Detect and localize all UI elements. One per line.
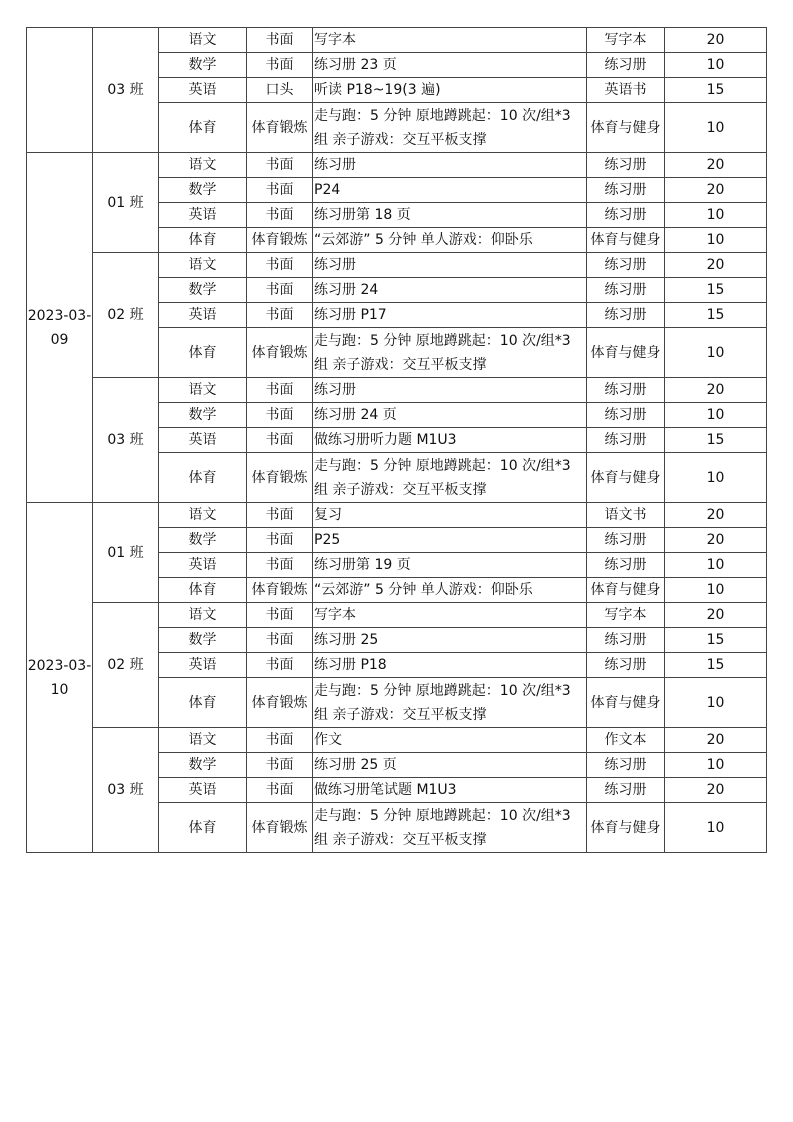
table-row bbox=[27, 603, 767, 628]
content-cell: 练习册 23 页 bbox=[313, 53, 587, 78]
content-cell: 练习册 25 页 bbox=[313, 753, 587, 778]
subject-cell: 语文 bbox=[159, 728, 247, 753]
material-cell: 练习册 bbox=[587, 378, 665, 403]
minutes-cell: 20 bbox=[665, 778, 767, 803]
table-row bbox=[27, 503, 767, 528]
content-cell: 练习册 24 页 bbox=[313, 403, 587, 428]
content-cell: 走与跑：5 分钟 原地蹲跳起：10 次/组*3 组 亲子游戏：交互平板支撑 bbox=[313, 328, 587, 378]
content-cell: 写字本 bbox=[313, 28, 587, 53]
subject-cell: 数学 bbox=[159, 278, 247, 303]
material-cell: 练习册 bbox=[587, 753, 665, 778]
minutes-cell: 10 bbox=[665, 53, 767, 78]
minutes-cell: 15 bbox=[665, 303, 767, 328]
subject-cell: 体育 bbox=[159, 803, 247, 853]
content-cell: 走与跑：5 分钟 原地蹲跳起：10 次/组*3 组 亲子游戏：交互平板支撑 bbox=[313, 453, 587, 503]
date-cell: 2023-03- 09 bbox=[27, 153, 93, 503]
material-cell: 作文本 bbox=[587, 728, 665, 753]
content-cell: 练习册 bbox=[313, 253, 587, 278]
type-cell: 书面 bbox=[247, 278, 313, 303]
type-cell: 书面 bbox=[247, 403, 313, 428]
material-cell: 写字本 bbox=[587, 603, 665, 628]
minutes-cell: 15 bbox=[665, 628, 767, 653]
content-cell: 练习册第 18 页 bbox=[313, 203, 587, 228]
table-row bbox=[27, 28, 767, 53]
minutes-cell: 10 bbox=[665, 403, 767, 428]
type-cell: 体育锻炼 bbox=[247, 228, 313, 253]
subject-cell: 语文 bbox=[159, 253, 247, 278]
content-cell: 作文 bbox=[313, 728, 587, 753]
class-cell: 02 班 bbox=[93, 603, 159, 728]
subject-cell: 体育 bbox=[159, 328, 247, 378]
minutes-cell: 10 bbox=[665, 753, 767, 778]
subject-cell: 数学 bbox=[159, 753, 247, 778]
subject-cell: 体育 bbox=[159, 228, 247, 253]
material-cell: 体育与健身 bbox=[587, 678, 665, 728]
content-cell: 练习册 25 bbox=[313, 628, 587, 653]
minutes-cell: 15 bbox=[665, 428, 767, 453]
material-cell: 练习册 bbox=[587, 528, 665, 553]
minutes-cell: 10 bbox=[665, 578, 767, 603]
subject-cell: 语文 bbox=[159, 603, 247, 628]
material-cell: 体育与健身 bbox=[587, 453, 665, 503]
subject-cell: 语文 bbox=[159, 153, 247, 178]
content-cell: 听读 P18~19(3 遍) bbox=[313, 78, 587, 103]
minutes-cell: 10 bbox=[665, 678, 767, 728]
minutes-cell: 10 bbox=[665, 803, 767, 853]
minutes-cell: 20 bbox=[665, 603, 767, 628]
content-cell: 练习册 P17 bbox=[313, 303, 587, 328]
subject-cell: 数学 bbox=[159, 178, 247, 203]
subject-cell: 英语 bbox=[159, 78, 247, 103]
type-cell: 书面 bbox=[247, 378, 313, 403]
type-cell: 体育锻炼 bbox=[247, 578, 313, 603]
content-cell: 做练习册听力题 M1U3 bbox=[313, 428, 587, 453]
minutes-cell: 20 bbox=[665, 378, 767, 403]
content-cell: P25 bbox=[313, 528, 587, 553]
date-cell bbox=[27, 28, 93, 153]
material-cell: 写字本 bbox=[587, 28, 665, 53]
type-cell: 书面 bbox=[247, 303, 313, 328]
material-cell: 练习册 bbox=[587, 653, 665, 678]
content-cell: 写字本 bbox=[313, 603, 587, 628]
table-row bbox=[27, 378, 767, 403]
material-cell: 练习册 bbox=[587, 428, 665, 453]
content-cell: 练习册 bbox=[313, 153, 587, 178]
minutes-cell: 20 bbox=[665, 253, 767, 278]
minutes-cell: 10 bbox=[665, 203, 767, 228]
subject-cell: 数学 bbox=[159, 528, 247, 553]
minutes-cell: 15 bbox=[665, 278, 767, 303]
minutes-cell: 10 bbox=[665, 228, 767, 253]
type-cell: 书面 bbox=[247, 778, 313, 803]
type-cell: 体育锻炼 bbox=[247, 103, 313, 153]
content-cell: 做练习册笔试题 M1U3 bbox=[313, 778, 587, 803]
type-cell: 体育锻炼 bbox=[247, 678, 313, 728]
type-cell: 书面 bbox=[247, 28, 313, 53]
minutes-cell: 10 bbox=[665, 553, 767, 578]
subject-cell: 英语 bbox=[159, 553, 247, 578]
type-cell: 书面 bbox=[247, 553, 313, 578]
content-cell: 走与跑：5 分钟 原地蹲跳起：10 次/组*3 组 亲子游戏：交互平板支撑 bbox=[313, 803, 587, 853]
minutes-cell: 20 bbox=[665, 728, 767, 753]
table-row bbox=[27, 253, 767, 278]
material-cell: 练习册 bbox=[587, 53, 665, 78]
type-cell: 书面 bbox=[247, 203, 313, 228]
subject-cell: 体育 bbox=[159, 103, 247, 153]
material-cell: 练习册 bbox=[587, 628, 665, 653]
type-cell: 书面 bbox=[247, 503, 313, 528]
class-cell: 02 班 bbox=[93, 253, 159, 378]
minutes-cell: 10 bbox=[665, 453, 767, 503]
subject-cell: 数学 bbox=[159, 628, 247, 653]
minutes-cell: 20 bbox=[665, 178, 767, 203]
subject-cell: 语文 bbox=[159, 378, 247, 403]
class-cell: 03 班 bbox=[93, 28, 159, 153]
content-cell: 练习册第 19 页 bbox=[313, 553, 587, 578]
minutes-cell: 20 bbox=[665, 528, 767, 553]
homework-table bbox=[26, 27, 767, 853]
material-cell: 英语书 bbox=[587, 78, 665, 103]
content-cell: 练习册 P18 bbox=[313, 653, 587, 678]
material-cell: 练习册 bbox=[587, 153, 665, 178]
type-cell: 书面 bbox=[247, 428, 313, 453]
content-cell: 走与跑：5 分钟 原地蹲跳起：10 次/组*3 组 亲子游戏：交互平板支撑 bbox=[313, 103, 587, 153]
class-cell: 01 班 bbox=[93, 503, 159, 603]
material-cell: 练习册 bbox=[587, 278, 665, 303]
table-row bbox=[27, 728, 767, 753]
type-cell: 体育锻炼 bbox=[247, 453, 313, 503]
type-cell: 书面 bbox=[247, 653, 313, 678]
material-cell: 练习册 bbox=[587, 553, 665, 578]
type-cell: 书面 bbox=[247, 153, 313, 178]
type-cell: 书面 bbox=[247, 53, 313, 78]
date-cell: 2023-03- 10 bbox=[27, 503, 93, 853]
material-cell: 体育与健身 bbox=[587, 578, 665, 603]
table-row bbox=[27, 153, 767, 178]
subject-cell: 体育 bbox=[159, 678, 247, 728]
minutes-cell: 20 bbox=[665, 153, 767, 178]
subject-cell: 体育 bbox=[159, 453, 247, 503]
material-cell: 语文书 bbox=[587, 503, 665, 528]
minutes-cell: 10 bbox=[665, 103, 767, 153]
type-cell: 书面 bbox=[247, 728, 313, 753]
type-cell: 书面 bbox=[247, 528, 313, 553]
type-cell: 体育锻炼 bbox=[247, 803, 313, 853]
subject-cell: 英语 bbox=[159, 203, 247, 228]
type-cell: 书面 bbox=[247, 628, 313, 653]
minutes-cell: 10 bbox=[665, 328, 767, 378]
material-cell: 练习册 bbox=[587, 253, 665, 278]
subject-cell: 英语 bbox=[159, 428, 247, 453]
class-cell: 03 班 bbox=[93, 728, 159, 853]
minutes-cell: 15 bbox=[665, 78, 767, 103]
material-cell: 练习册 bbox=[587, 178, 665, 203]
subject-cell: 英语 bbox=[159, 653, 247, 678]
content-cell: “云郊游” 5 分钟 单人游戏：仰卧乐 bbox=[313, 578, 587, 603]
type-cell: 书面 bbox=[247, 753, 313, 778]
content-cell: 复习 bbox=[313, 503, 587, 528]
content-cell: 练习册 bbox=[313, 378, 587, 403]
content-cell: 练习册 24 bbox=[313, 278, 587, 303]
subject-cell: 英语 bbox=[159, 778, 247, 803]
class-cell: 03 班 bbox=[93, 378, 159, 503]
type-cell: 书面 bbox=[247, 253, 313, 278]
subject-cell: 体育 bbox=[159, 578, 247, 603]
content-cell: 走与跑：5 分钟 原地蹲跳起：10 次/组*3 组 亲子游戏：交互平板支撑 bbox=[313, 678, 587, 728]
material-cell: 练习册 bbox=[587, 303, 665, 328]
minutes-cell: 20 bbox=[665, 503, 767, 528]
subject-cell: 英语 bbox=[159, 303, 247, 328]
class-cell: 01 班 bbox=[93, 153, 159, 253]
subject-cell: 语文 bbox=[159, 28, 247, 53]
type-cell: 书面 bbox=[247, 603, 313, 628]
subject-cell: 语文 bbox=[159, 503, 247, 528]
type-cell: 书面 bbox=[247, 178, 313, 203]
minutes-cell: 15 bbox=[665, 653, 767, 678]
content-cell: P24 bbox=[313, 178, 587, 203]
material-cell: 体育与健身 bbox=[587, 328, 665, 378]
material-cell: 练习册 bbox=[587, 778, 665, 803]
material-cell: 练习册 bbox=[587, 403, 665, 428]
minutes-cell: 20 bbox=[665, 28, 767, 53]
material-cell: 练习册 bbox=[587, 203, 665, 228]
type-cell: 口头 bbox=[247, 78, 313, 103]
type-cell: 体育锻炼 bbox=[247, 328, 313, 378]
material-cell: 体育与健身 bbox=[587, 803, 665, 853]
subject-cell: 数学 bbox=[159, 403, 247, 428]
content-cell: “云郊游” 5 分钟 单人游戏：仰卧乐 bbox=[313, 228, 587, 253]
material-cell: 体育与健身 bbox=[587, 103, 665, 153]
material-cell: 体育与健身 bbox=[587, 228, 665, 253]
subject-cell: 数学 bbox=[159, 53, 247, 78]
homework-table-body bbox=[27, 28, 767, 853]
